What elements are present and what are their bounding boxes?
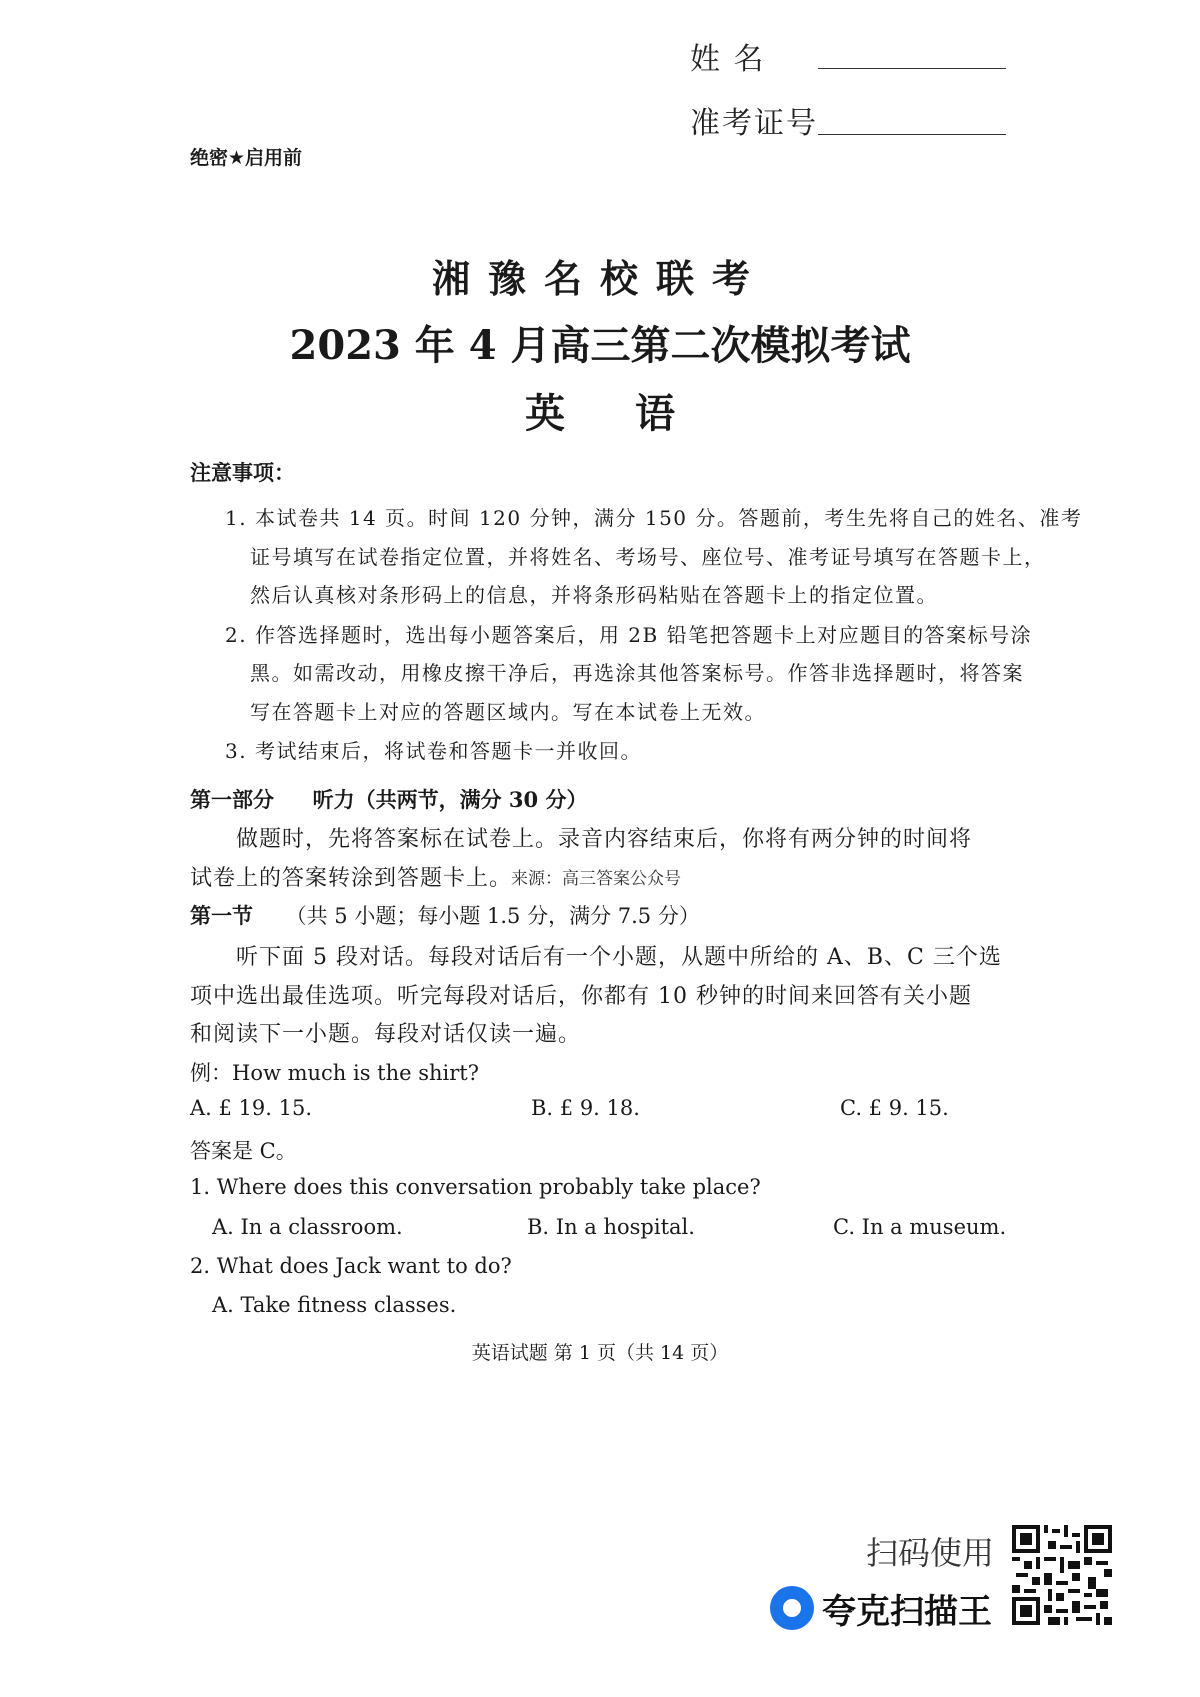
name-underline bbox=[818, 68, 1006, 69]
exam-id-label: 准考证号 bbox=[690, 106, 818, 141]
notice-heading: 注意事项： bbox=[190, 461, 295, 485]
part1-heading-label: 第一部分 bbox=[190, 788, 274, 812]
app-logo bbox=[770, 1583, 992, 1633]
question-2: 2. What does Jack want to do? bbox=[190, 1254, 512, 1278]
notice-line: 证号填写在试卷指定位置，并将姓名、考场号、座位号、准考证号填写在答题卡上， bbox=[250, 545, 1046, 569]
question-1-option-b: B. In a hospital. bbox=[527, 1215, 695, 1239]
section1-instruction: 项中选出最佳选项。听完每段对话后，你都有 10 秒钟的时间来回答有关小题 bbox=[190, 984, 972, 1009]
notice-line: 2. 作答选择题时，选出每小题答案后，用 2B 铅笔把答题卡上对应题目的答案标号涂 bbox=[225, 623, 1033, 647]
app-name: 夸克扫描王 bbox=[822, 1591, 992, 1632]
section1-heading-label: 第一节 bbox=[190, 904, 253, 928]
exam-id-underline bbox=[818, 134, 1006, 135]
exam-title: 2023 年 4 月高三第二次模拟考试 bbox=[289, 322, 911, 369]
example-option-a: A. £ 19. 15. bbox=[190, 1096, 313, 1120]
page-footer: 英语试题 第 1 页（共 14 页） bbox=[471, 1342, 729, 1364]
question-1: 1. Where does this conversation probably take place? bbox=[190, 1175, 761, 1199]
question-2-option-a: A. Take fitness classes. bbox=[212, 1293, 457, 1317]
qr-code-icon bbox=[1012, 1525, 1112, 1625]
section1-heading-sub: （共 5 小题；每小题 1.5 分，满分 7.5 分） bbox=[285, 904, 700, 928]
question-1-option-a: A. In a classroom. bbox=[212, 1215, 403, 1239]
example-option-c: C. £ 9. 15. bbox=[840, 1096, 949, 1120]
notice-line: 3. 考试结束后，将试卷和答题卡一并收回。 bbox=[225, 739, 642, 763]
notice-line: 1. 本试卷共 14 页。时间 120 分钟，满分 150 分。答题前，考生先将自己的姓名、准考 bbox=[225, 506, 1083, 530]
question-1-option-c: C. In a museum. bbox=[833, 1215, 1007, 1239]
source-note: 来源：高三答案公众号 bbox=[511, 869, 681, 889]
part1-intro: 做题时，先将答案标在试卷上。录音内容结束后，你将有两分钟的时间将 bbox=[236, 827, 973, 852]
confidential-mark: 绝密★启用前 bbox=[190, 147, 303, 169]
section1-instruction: 和阅读下一小题。每段对话仅读一遍。 bbox=[190, 1022, 582, 1047]
example-question: 例：How much is the shirt? bbox=[190, 1061, 479, 1085]
part1-heading bbox=[190, 784, 587, 814]
notice-line: 黑。如需改动，用橡皮擦干净后，再选涂其他答案标号。作答非选择题时，将答案 bbox=[250, 661, 1024, 685]
example-option-b: B. £ 9. 18. bbox=[531, 1096, 640, 1120]
exam-union-title: 湘豫名校联考 bbox=[431, 256, 768, 301]
part1-intro: 试卷上的答案转涂到答题卡上。 bbox=[190, 866, 513, 891]
notice-line: 然后认真核对条形码上的信息，并将条形码粘贴在答题卡上的指定位置。 bbox=[250, 583, 938, 607]
quark-logo-icon bbox=[770, 1586, 814, 1630]
subject-title: 英语 bbox=[525, 390, 745, 437]
scan-to-use-label: 扫码使用 bbox=[866, 1534, 995, 1572]
part1-heading-sub: 听力（共两节，满分 30 分） bbox=[312, 787, 588, 812]
name-label: 姓 名 bbox=[690, 42, 766, 77]
notice-line: 写在答题卡上对应的答题区域内。写在本试卷上无效。 bbox=[250, 700, 766, 724]
section1-instruction: 听下面 5 段对话。每段对话后有一个小题，从题中所给的 A、B、C 三个选 bbox=[236, 945, 1002, 970]
section1-heading bbox=[190, 900, 700, 930]
example-answer: 答案是 C。 bbox=[190, 1139, 297, 1163]
